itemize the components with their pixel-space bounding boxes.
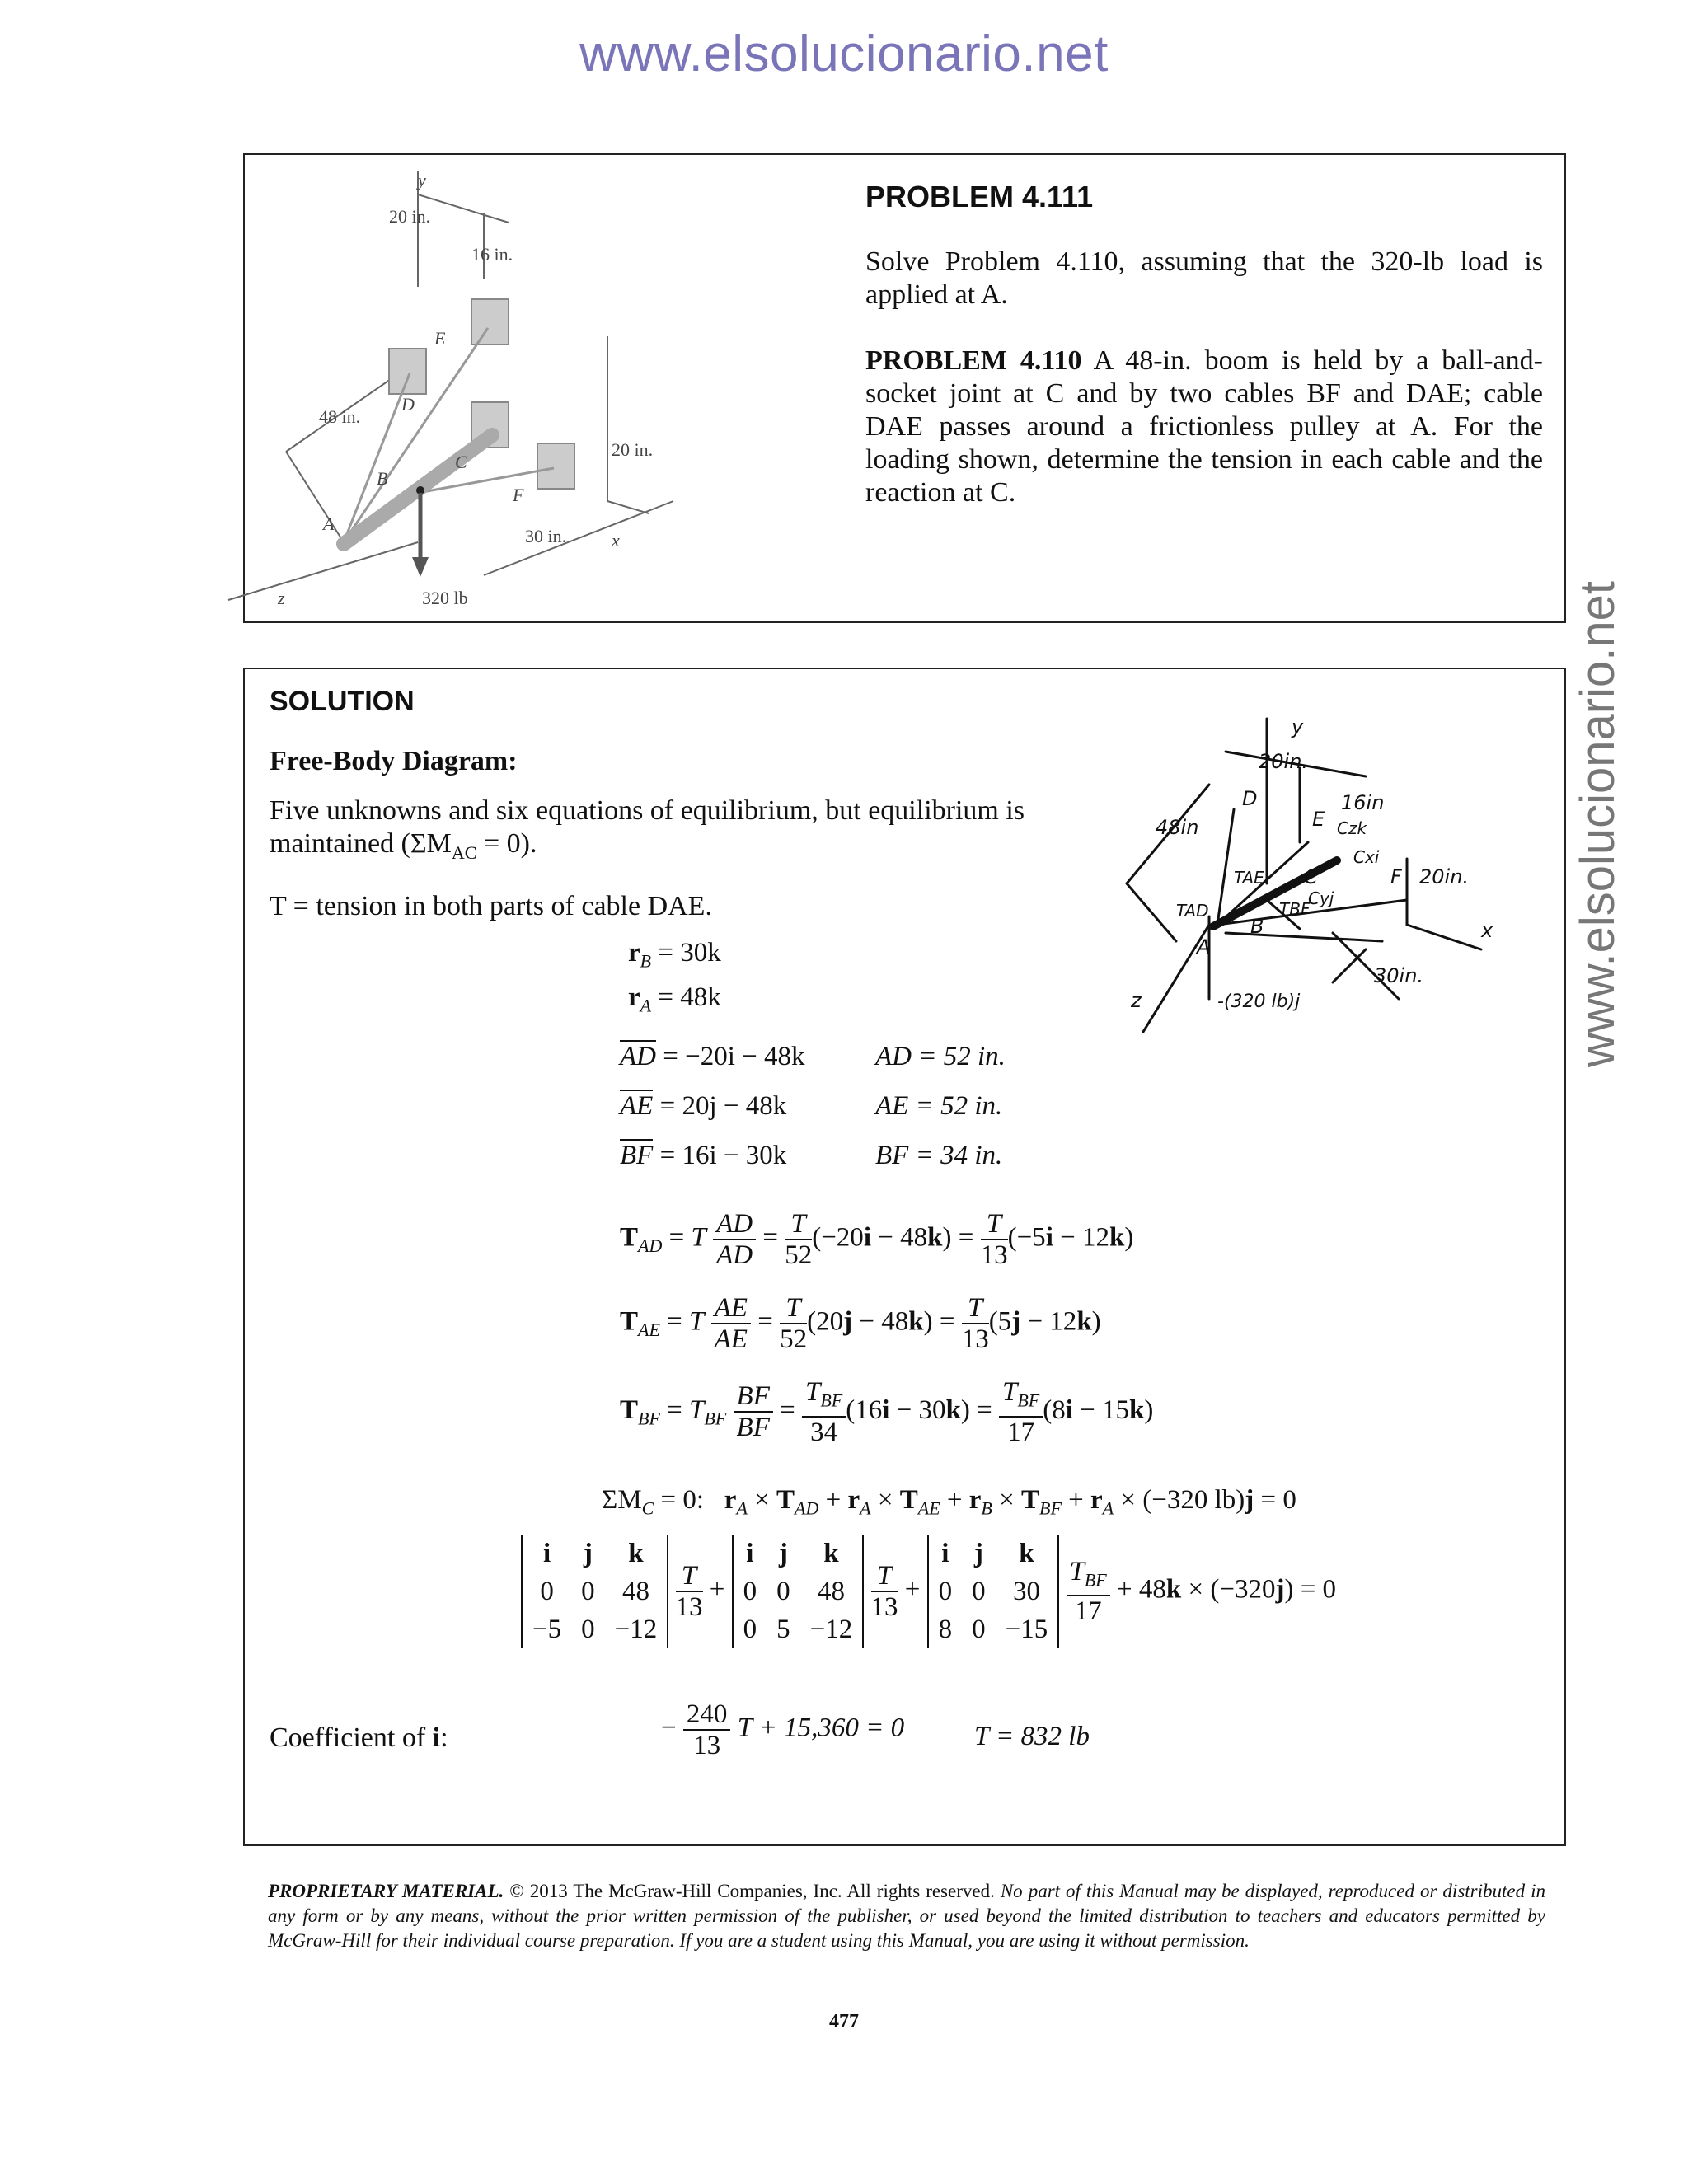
intro-main: Five unknowns and six equations of equilibrium, but equilibrium is maintained (ΣM <box>270 795 1025 859</box>
problem-ref-text: A 48-in. boom is held by a ball-and-socket joint at C and by two cables BF and DAE; cable DAE passes around a frictionless pulley at A. For the loading shown, determine the tension in each cable and the reaction at C. <box>865 345 1543 508</box>
eq-determinants: i j k 0 0 48 −5 0 −12 $\frac{T}{13}$ + i j k 0 0 48 0 5 −12 $\frac{T}{13}$ + i j k 0 0 30 8 0 −15 $\frac{T_{BF}}{17}$ + 48k × (−320j) = 0 <box>521 1535 1336 1648</box>
footer-rest: No part of this Manual may be displayed, reproduced or distributed in any form or by any means, without the prior written permission of the publisher, or used beyond the limited distribution to teachers and educators permitted by McGraw-Hill for their individual course preparation. If you are a student using this Manual, you are using it without permission. <box>268 1881 1545 1951</box>
eq-len-AE: AE = 52 in. <box>875 1091 1003 1121</box>
watermark-side[interactable]: www.elsolucionario.net <box>1571 581 1625 1067</box>
fig-label-20in-v: 20 in. <box>612 439 654 460</box>
intro-end: = 0). <box>476 828 537 859</box>
sk-y: y <box>1292 715 1304 738</box>
fig-label-y: y <box>418 170 426 190</box>
fig-label-48in: 48 in. <box>319 406 361 427</box>
fig-label-16in: 16 in. <box>471 244 513 265</box>
footer-text <box>268 1879 1545 1953</box>
fig-label-B: B <box>377 468 388 489</box>
sk-z: z <box>1131 989 1142 1012</box>
fig-label-A: A <box>323 513 335 534</box>
fig-label-load: 320 lb <box>422 588 468 608</box>
sk-30in: 30in. <box>1374 964 1424 987</box>
eq-T-BF: $T_{BF} = T_{BF}$ $\frac{BF}{BF}$ = $\frac{T_{BF}}{34}$ (16i − 30k) = $\frac{T_{BF}}{17}$ (8i − 15k) <box>620 1377 1154 1447</box>
eq-T-AE: $T_{AE} = T$ $\frac{AE}{AE}$ = $\frac{T}{52}$ (20j − 48k) = $\frac{T}{13}$ (5j − 12k) <box>620 1293 1101 1354</box>
coef-label: Coefficient of i: <box>270 1722 448 1753</box>
watermark-top[interactable]: www.elsolucionario.net <box>579 26 1109 82</box>
sk-20in-v: 20in. <box>1419 865 1470 888</box>
solution-heading: SOLUTION <box>270 686 415 717</box>
eq-len-BF: BF = 34 in. <box>875 1141 1003 1170</box>
sk-A: A <box>1197 935 1211 958</box>
sk-F: F <box>1390 865 1402 888</box>
tension-def: T = tension in both parts of cable DAE. <box>270 891 712 921</box>
sk-load: -(320 lb)j <box>1217 991 1301 1012</box>
fig-label-E: E <box>434 328 446 349</box>
eq-vec-BF: BF = 16i − 30k <box>620 1141 787 1170</box>
fig-label-x: x <box>612 530 620 551</box>
footer-copy: © 2013 The McGraw-Hill Companies, Inc. All rights reserved. <box>504 1881 1001 1901</box>
problem-title: PROBLEM 4.111 <box>865 180 1094 213</box>
eq-rB: $r_B = 30k$ <box>628 938 721 972</box>
sk-D: D <box>1242 787 1258 810</box>
solution-box <box>243 668 1566 1846</box>
sk-Cy: Cyj <box>1308 888 1334 908</box>
eq-vec-AD: AD = −20i − 48k <box>620 1042 805 1071</box>
fig-label-30in: 30 in. <box>525 526 567 546</box>
problem-ref <box>865 344 1543 509</box>
sk-TAD: TAD <box>1176 901 1209 921</box>
eq-len-AD: AD = 52 in. <box>875 1042 1006 1071</box>
sk-Cx: Cxi <box>1353 847 1380 867</box>
sk-TBF: TBF <box>1279 899 1311 919</box>
fig-label-D: D <box>401 394 415 415</box>
coef-eq: − $\frac{240}{13}$ T + 15,360 = 0 <box>661 1699 905 1760</box>
sk-x: x <box>1481 919 1493 942</box>
eq-T-AD: $T_{AD} = T$ $\frac{AD}{AD}$ = $\frac{T}{52}$ (−20i − 48k) = $\frac{T}{13}$ (−5i − 12k) <box>620 1209 1134 1270</box>
page-number: 477 <box>829 2011 859 2032</box>
fig-label-C: C <box>455 452 467 472</box>
problem-box <box>243 153 1566 623</box>
fig-label-z: z <box>278 588 285 608</box>
fbd-label: Free-Body Diagram: <box>270 746 518 776</box>
sk-E: E <box>1312 808 1325 831</box>
fig-label-20in: 20 in. <box>389 206 431 227</box>
coef-result: T = 832 lb <box>974 1722 1090 1751</box>
sk-Cz: Czk <box>1337 818 1367 838</box>
sk-TAE: TAE <box>1234 868 1264 888</box>
problem-figure <box>278 170 871 608</box>
eq-vec-AE: AE = 20j − 48k <box>620 1091 787 1121</box>
eq-moment: $\Sigma M_C = 0$: $r_A \times T_{AD} + r_A \times T_{AE} + r_B \times T_{BF} + r_A \times (-320$ lb)j = 0 <box>602 1485 1296 1519</box>
footer-lead: PROPRIETARY MATERIAL. <box>268 1881 504 1901</box>
sk-48in: 48in <box>1156 816 1199 839</box>
intro-sub: AC <box>451 841 477 863</box>
fbd-sketch <box>1131 715 1547 1098</box>
sk-16in: 16in <box>1341 791 1385 814</box>
fig-label-F: F <box>513 485 524 505</box>
sk-B: B <box>1250 915 1264 938</box>
sk-C: C <box>1304 865 1318 888</box>
sk-20in: 20in. <box>1259 750 1309 773</box>
problem-text: Solve Problem 4.110, assuming that the 320-lb load is applied at A. <box>865 246 1543 310</box>
eq-rA: $r_A = 48k$ <box>628 982 721 1016</box>
problem-ref-label: PROBLEM 4.110 <box>865 345 1082 376</box>
intro-text <box>270 794 1077 869</box>
